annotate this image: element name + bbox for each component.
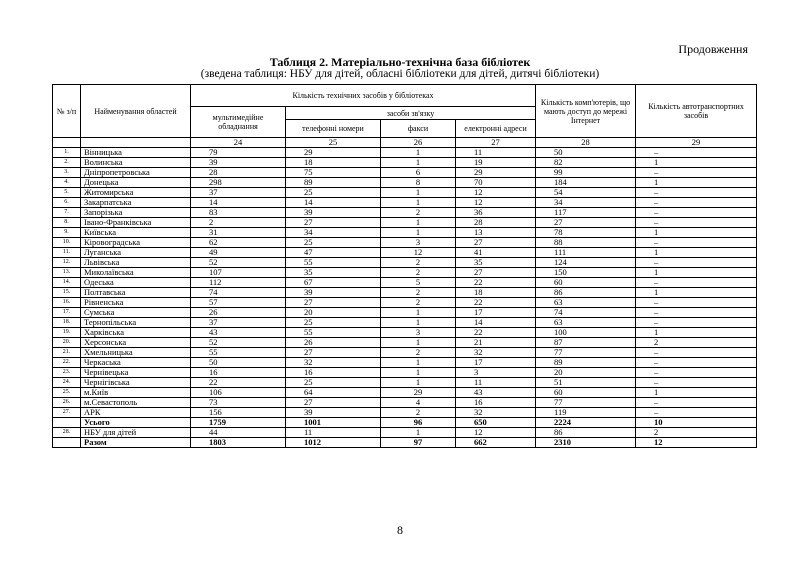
row-number <box>53 418 81 428</box>
emails-value: 29 <box>456 168 536 178</box>
vehicles-value: – <box>636 188 757 198</box>
row-number: 3. <box>53 168 81 178</box>
phones-value: 27 <box>286 298 381 308</box>
column-number: 25 <box>286 138 381 148</box>
row-number: 4. <box>53 178 81 188</box>
region-name: Івано-Франківська <box>81 218 191 228</box>
table-row <box>53 258 757 268</box>
multimedia-value: 156 <box>191 408 286 418</box>
region-name: Дніпропетровська <box>81 168 191 178</box>
row-number: 22. <box>53 358 81 368</box>
row-number: 25. <box>53 388 81 398</box>
multimedia-value: 1803 <box>191 438 286 448</box>
header-tech-group: Кількість технічних засобів у бібліотеках <box>191 85 536 107</box>
faxes-value: 12 <box>381 248 456 258</box>
row-number: 2. <box>53 158 81 168</box>
vehicles-value: 1 <box>636 268 757 278</box>
region-name: Черкаська <box>81 358 191 368</box>
vehicles-value: – <box>636 208 757 218</box>
computers-value: 88 <box>536 238 636 248</box>
phones-value: 75 <box>286 168 381 178</box>
emails-value: 11 <box>456 148 536 158</box>
computers-value: 89 <box>536 358 636 368</box>
vehicles-value: – <box>636 298 757 308</box>
region-name: Чернівецька <box>81 368 191 378</box>
row-number: 21. <box>53 348 81 358</box>
faxes-value: 3 <box>381 238 456 248</box>
region-name: Хмельницька <box>81 348 191 358</box>
emails-value: 27 <box>456 268 536 278</box>
emails-value: 43 <box>456 388 536 398</box>
region-name: Сумська <box>81 308 191 318</box>
faxes-value: 3 <box>381 328 456 338</box>
vehicles-value: 1 <box>636 328 757 338</box>
multimedia-value: 83 <box>191 208 286 218</box>
faxes-value: 2 <box>381 288 456 298</box>
header-vehicles: Кількість автотранспортних засобів <box>636 85 757 138</box>
phones-value: 47 <box>286 248 381 258</box>
region-name: м.Київ <box>81 388 191 398</box>
phones-value: 25 <box>286 378 381 388</box>
phones-value: 39 <box>286 208 381 218</box>
table-row <box>53 388 757 398</box>
row-number: 28. <box>53 428 81 438</box>
phones-value: 55 <box>286 258 381 268</box>
emails-value: 32 <box>456 348 536 358</box>
row-number: 26. <box>53 398 81 408</box>
multimedia-value: 1759 <box>191 418 286 428</box>
row-number: 16. <box>53 298 81 308</box>
computers-value: 54 <box>536 188 636 198</box>
region-name: Луганська <box>81 248 191 258</box>
computers-value: 20 <box>536 368 636 378</box>
region-name: НБУ для дітей <box>81 428 191 438</box>
faxes-value: 6 <box>381 168 456 178</box>
faxes-value: 96 <box>381 418 456 428</box>
computers-value: 111 <box>536 248 636 258</box>
faxes-value: 1 <box>381 338 456 348</box>
vehicles-value: – <box>636 408 757 418</box>
table-row <box>53 188 757 198</box>
phones-value: 1001 <box>286 418 381 428</box>
row-number: 6. <box>53 198 81 208</box>
region-name: Усього <box>81 418 191 428</box>
faxes-value: 2 <box>381 208 456 218</box>
phones-value: 25 <box>286 318 381 328</box>
header-computers: Кількість комп'ютерів, що мають доступ до мережі Інтернет <box>536 85 636 138</box>
emails-value: 41 <box>456 248 536 258</box>
vehicles-value: 1 <box>636 288 757 298</box>
multimedia-value: 52 <box>191 338 286 348</box>
emails-value: 11 <box>456 378 536 388</box>
computers-value: 184 <box>536 178 636 188</box>
phones-value: 39 <box>286 288 381 298</box>
region-name: Львівська <box>81 258 191 268</box>
faxes-value: 1 <box>381 158 456 168</box>
faxes-value: 1 <box>381 358 456 368</box>
multimedia-value: 28 <box>191 168 286 178</box>
multimedia-value: 43 <box>191 328 286 338</box>
table-row <box>53 308 757 318</box>
page-number: 8 <box>397 523 403 537</box>
row-number: 8. <box>53 218 81 228</box>
faxes-value: 1 <box>381 228 456 238</box>
region-name: Миколаївська <box>81 268 191 278</box>
computers-value: 150 <box>536 268 636 278</box>
emails-value: 17 <box>456 358 536 368</box>
vehicles-value: 12 <box>636 438 757 448</box>
phones-value: 16 <box>286 368 381 378</box>
computers-value: 124 <box>536 258 636 268</box>
computers-value: 77 <box>536 398 636 408</box>
table-row <box>53 418 757 428</box>
faxes-value: 2 <box>381 408 456 418</box>
header-emails: електронні адреси <box>456 120 536 138</box>
faxes-value: 2 <box>381 258 456 268</box>
multimedia-value: 298 <box>191 178 286 188</box>
emails-value: 12 <box>456 198 536 208</box>
emails-value: 650 <box>456 418 536 428</box>
table-row <box>53 268 757 278</box>
table-row <box>53 438 757 448</box>
column-number: 24 <box>191 138 286 148</box>
computers-value: 63 <box>536 298 636 308</box>
faxes-value: 1 <box>381 198 456 208</box>
multimedia-value: 16 <box>191 368 286 378</box>
vehicles-value: – <box>636 308 757 318</box>
computers-value: 50 <box>536 148 636 158</box>
emails-value: 32 <box>456 408 536 418</box>
vehicles-value: – <box>636 278 757 288</box>
multimedia-value: 37 <box>191 318 286 328</box>
row-number: 11. <box>53 248 81 258</box>
emails-value: 19 <box>456 158 536 168</box>
column-number: 28 <box>536 138 636 148</box>
computers-value: 117 <box>536 208 636 218</box>
table-row <box>53 408 757 418</box>
region-name: Херсонська <box>81 338 191 348</box>
emails-value: 70 <box>456 178 536 188</box>
computers-value: 2224 <box>536 418 636 428</box>
phones-value: 55 <box>286 328 381 338</box>
computers-value: 27 <box>536 218 636 228</box>
faxes-value: 1 <box>381 378 456 388</box>
phones-value: 35 <box>286 268 381 278</box>
computers-value: 87 <box>536 338 636 348</box>
faxes-value: 1 <box>381 148 456 158</box>
region-name: Волинська <box>81 158 191 168</box>
vehicles-value: 2 <box>636 338 757 348</box>
emails-value: 17 <box>456 308 536 318</box>
phones-value: 27 <box>286 218 381 228</box>
region-name: АРК <box>81 408 191 418</box>
table-row <box>53 298 757 308</box>
region-name: Кіровоградська <box>81 238 191 248</box>
multimedia-value: 26 <box>191 308 286 318</box>
faxes-value: 1 <box>381 218 456 228</box>
computers-value: 60 <box>536 388 636 398</box>
faxes-value: 1 <box>381 368 456 378</box>
vehicles-value: – <box>636 258 757 268</box>
vehicles-value: – <box>636 198 757 208</box>
computers-value: 34 <box>536 198 636 208</box>
vehicles-value: – <box>636 218 757 228</box>
phones-value: 1012 <box>286 438 381 448</box>
row-number: 14. <box>53 278 81 288</box>
table-row <box>53 318 757 328</box>
computers-value: 78 <box>536 228 636 238</box>
header-comm-group: засоби зв'язку <box>286 107 536 120</box>
emails-value: 16 <box>456 398 536 408</box>
multimedia-value: 44 <box>191 428 286 438</box>
faxes-value: 29 <box>381 388 456 398</box>
phones-value: 34 <box>286 228 381 238</box>
region-name: Одеська <box>81 278 191 288</box>
region-name: Чернігівська <box>81 378 191 388</box>
column-number: 29 <box>636 138 757 148</box>
computers-value: 119 <box>536 408 636 418</box>
column-number: 27 <box>456 138 536 148</box>
emails-value: 22 <box>456 298 536 308</box>
multimedia-value: 112 <box>191 278 286 288</box>
multimedia-value: 107 <box>191 268 286 278</box>
region-name: Закарпатська <box>81 198 191 208</box>
table-row <box>53 248 757 258</box>
column-number-row <box>53 138 757 148</box>
region-name: Полтавська <box>81 288 191 298</box>
table-row <box>53 238 757 248</box>
faxes-value: 1 <box>381 318 456 328</box>
emails-value: 22 <box>456 278 536 288</box>
multimedia-value: 106 <box>191 388 286 398</box>
multimedia-value: 14 <box>191 198 286 208</box>
vehicles-value: 1 <box>636 178 757 188</box>
multimedia-value: 74 <box>191 288 286 298</box>
emails-value: 662 <box>456 438 536 448</box>
multimedia-value: 2 <box>191 218 286 228</box>
emails-value: 18 <box>456 288 536 298</box>
row-number: 24. <box>53 378 81 388</box>
emails-value: 14 <box>456 318 536 328</box>
faxes-value: 1 <box>381 308 456 318</box>
multimedia-value: 50 <box>191 358 286 368</box>
phones-value: 25 <box>286 188 381 198</box>
multimedia-value: 22 <box>191 378 286 388</box>
computers-value: 2310 <box>536 438 636 448</box>
row-number: 27. <box>53 408 81 418</box>
vehicles-value: – <box>636 358 757 368</box>
table-row <box>53 158 757 168</box>
phones-value: 29 <box>286 148 381 158</box>
vehicles-value: – <box>636 398 757 408</box>
multimedia-value: 49 <box>191 248 286 258</box>
region-name: Донецька <box>81 178 191 188</box>
faxes-value: 8 <box>381 178 456 188</box>
emails-value: 21 <box>456 338 536 348</box>
row-number: 15. <box>53 288 81 298</box>
vehicles-value: 1 <box>636 228 757 238</box>
multimedia-value: 55 <box>191 348 286 358</box>
table-row <box>53 288 757 298</box>
multimedia-value: 52 <box>191 258 286 268</box>
vehicles-value: 10 <box>636 418 757 428</box>
vehicles-value: – <box>636 378 757 388</box>
vehicles-value: – <box>636 368 757 378</box>
row-number: 19. <box>53 328 81 338</box>
vehicles-value: – <box>636 168 757 178</box>
table-row <box>53 208 757 218</box>
row-number: 13. <box>53 268 81 278</box>
emails-value: 36 <box>456 208 536 218</box>
faxes-value: 5 <box>381 278 456 288</box>
emails-value: 22 <box>456 328 536 338</box>
computers-value: 63 <box>536 318 636 328</box>
row-number: 5. <box>53 188 81 198</box>
table-row <box>53 398 757 408</box>
faxes-value: 97 <box>381 438 456 448</box>
region-name: Запорізька <box>81 208 191 218</box>
vehicles-value: – <box>636 148 757 158</box>
multimedia-value: 37 <box>191 188 286 198</box>
emails-value: 28 <box>456 218 536 228</box>
vehicles-value: – <box>636 238 757 248</box>
phones-value: 64 <box>286 388 381 398</box>
vehicles-value: – <box>636 348 757 358</box>
vehicles-value: 1 <box>636 158 757 168</box>
row-number: 1. <box>53 148 81 158</box>
header-faxes: факси <box>381 120 456 138</box>
region-name: м.Севастополь <box>81 398 191 408</box>
header-multimedia: мультимедійне обладнання <box>191 107 286 138</box>
emails-value: 35 <box>456 258 536 268</box>
vehicles-value: 2 <box>636 428 757 438</box>
emails-value: 12 <box>456 188 536 198</box>
computers-value: 99 <box>536 168 636 178</box>
continued-label: Продовження <box>678 42 748 56</box>
vehicles-value: 1 <box>636 388 757 398</box>
table-row <box>53 428 757 438</box>
phones-value: 32 <box>286 358 381 368</box>
phones-value: 39 <box>286 408 381 418</box>
table-title: Таблиця 2. Матеріально-технічна база бібліотек <box>269 55 531 69</box>
faxes-value: 2 <box>381 348 456 358</box>
computers-value: 60 <box>536 278 636 288</box>
multimedia-value: 79 <box>191 148 286 158</box>
computers-value: 86 <box>536 428 636 438</box>
multimedia-value: 57 <box>191 298 286 308</box>
phones-value: 26 <box>286 338 381 348</box>
header-region: Найменування областей <box>81 85 191 138</box>
phones-value: 89 <box>286 178 381 188</box>
table-row <box>53 338 757 348</box>
table-subtitle: (зведена таблиця: НБУ для дітей, обласні бібліотеки для дітей, дитячі бібліотеки) <box>200 68 600 80</box>
row-number: 20. <box>53 338 81 348</box>
region-name: Рівненська <box>81 298 191 308</box>
table-row <box>53 198 757 208</box>
computers-value: 74 <box>536 308 636 318</box>
emails-value: 12 <box>456 428 536 438</box>
row-number: 9. <box>53 228 81 238</box>
faxes-value: 1 <box>381 428 456 438</box>
phones-value: 27 <box>286 348 381 358</box>
multimedia-value: 73 <box>191 398 286 408</box>
table-row <box>53 348 757 358</box>
table-row <box>53 178 757 188</box>
faxes-value: 1 <box>381 188 456 198</box>
header-phones: телефонні номери <box>286 120 381 138</box>
emails-value: 27 <box>456 238 536 248</box>
region-name: Київська <box>81 228 191 238</box>
multimedia-value: 62 <box>191 238 286 248</box>
faxes-value: 2 <box>381 268 456 278</box>
phones-value: 67 <box>286 278 381 288</box>
region-name: Тернопільська <box>81 318 191 328</box>
row-number: 23. <box>53 368 81 378</box>
row-number <box>53 438 81 448</box>
table-row <box>53 328 757 338</box>
phones-value: 20 <box>286 308 381 318</box>
column-number: 26 <box>381 138 456 148</box>
phones-value: 18 <box>286 158 381 168</box>
table-row <box>53 168 757 178</box>
computers-value: 86 <box>536 288 636 298</box>
faxes-value: 4 <box>381 398 456 408</box>
materials-table <box>52 84 757 448</box>
region-name: Харківська <box>81 328 191 338</box>
phones-value: 11 <box>286 428 381 438</box>
multimedia-value: 31 <box>191 228 286 238</box>
multimedia-value: 39 <box>191 158 286 168</box>
row-number: 12. <box>53 258 81 268</box>
computers-value: 100 <box>536 328 636 338</box>
row-number: 17. <box>53 308 81 318</box>
table-row <box>53 148 757 158</box>
computers-value: 82 <box>536 158 636 168</box>
table-body <box>53 148 757 448</box>
emails-value: 13 <box>456 228 536 238</box>
computers-value: 77 <box>536 348 636 358</box>
table-row <box>53 218 757 228</box>
header-no: № з/п <box>53 85 81 138</box>
phones-value: 14 <box>286 198 381 208</box>
table-row <box>53 278 757 288</box>
row-number: 10. <box>53 238 81 248</box>
region-name: Разом <box>81 438 191 448</box>
phones-value: 25 <box>286 238 381 248</box>
region-name: Житомирська <box>81 188 191 198</box>
computers-value: 51 <box>536 378 636 388</box>
vehicles-value: 1 <box>636 248 757 258</box>
row-number: 7. <box>53 208 81 218</box>
vehicles-value: – <box>636 318 757 328</box>
region-name: Вінницька <box>81 148 191 158</box>
emails-value: 3 <box>456 368 536 378</box>
row-number: 18. <box>53 318 81 328</box>
table-row <box>53 228 757 238</box>
table-row <box>53 358 757 368</box>
table-row <box>53 378 757 388</box>
table-row <box>53 368 757 378</box>
faxes-value: 2 <box>381 298 456 308</box>
phones-value: 27 <box>286 398 381 408</box>
